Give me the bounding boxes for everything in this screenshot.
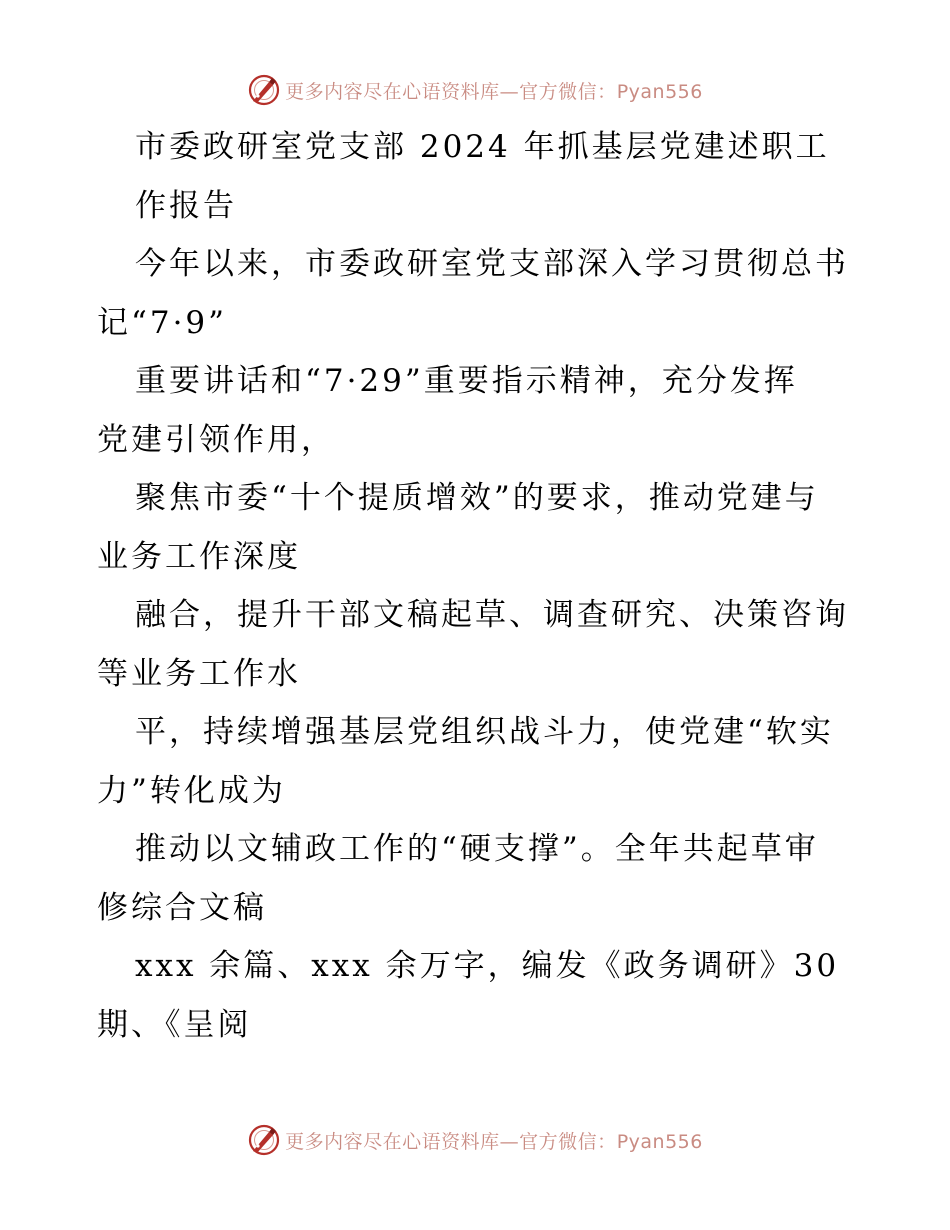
pen-circle-logo-icon — [247, 73, 281, 107]
paragraph-line: 期、《呈阅 — [97, 1006, 252, 1043]
watermark-text: 更多内容尽在心语资料库—官方微信：Pyan556 — [285, 1130, 703, 1153]
paragraph-line: 修综合文稿 — [97, 889, 267, 926]
paragraph-line: 平，持续增强基层党组织战斗力，使党建“软实 — [135, 714, 834, 750]
paragraph-line: 推动以文辅政工作的“硬支撑”。全年共起草审 — [135, 831, 819, 867]
title-line-2: 作报告 — [135, 187, 237, 224]
title-line-1: 市委政研室党支部 2024 年抓基层党建述职工 — [135, 129, 830, 165]
paragraph-line: 记“7·9” — [97, 304, 227, 341]
paragraph-line: 聚焦市委“十个提质增效”的要求，推动党建与 — [135, 480, 819, 516]
paragraph-line: 重要讲话和“7·29”重要指示精神，充分发挥 — [135, 363, 798, 399]
paragraph-line: 今年以来，市委政研室党支部深入学习贯彻总书 — [135, 246, 849, 282]
paragraph-line: 业务工作深度 — [97, 538, 301, 575]
paragraph-line: 等业务工作水 — [97, 655, 301, 692]
pen-circle-logo-icon — [247, 1123, 281, 1157]
paragraph-line: 融合，提升干部文稿起草、调查研究、决策咨询 — [135, 597, 849, 633]
paragraph-line: 力”转化成为 — [97, 772, 286, 809]
document-body — [97, 118, 857, 1054]
watermark-text: 更多内容尽在心语资料库—官方微信：Pyan556 — [285, 80, 703, 103]
paragraph-line: 党建引领作用， — [97, 421, 335, 458]
header-watermark — [0, 70, 950, 110]
paragraph-line: xxx 余篇、xxx 余万字，编发《政务调研》30 — [135, 948, 840, 984]
footer-watermark — [0, 1120, 950, 1160]
